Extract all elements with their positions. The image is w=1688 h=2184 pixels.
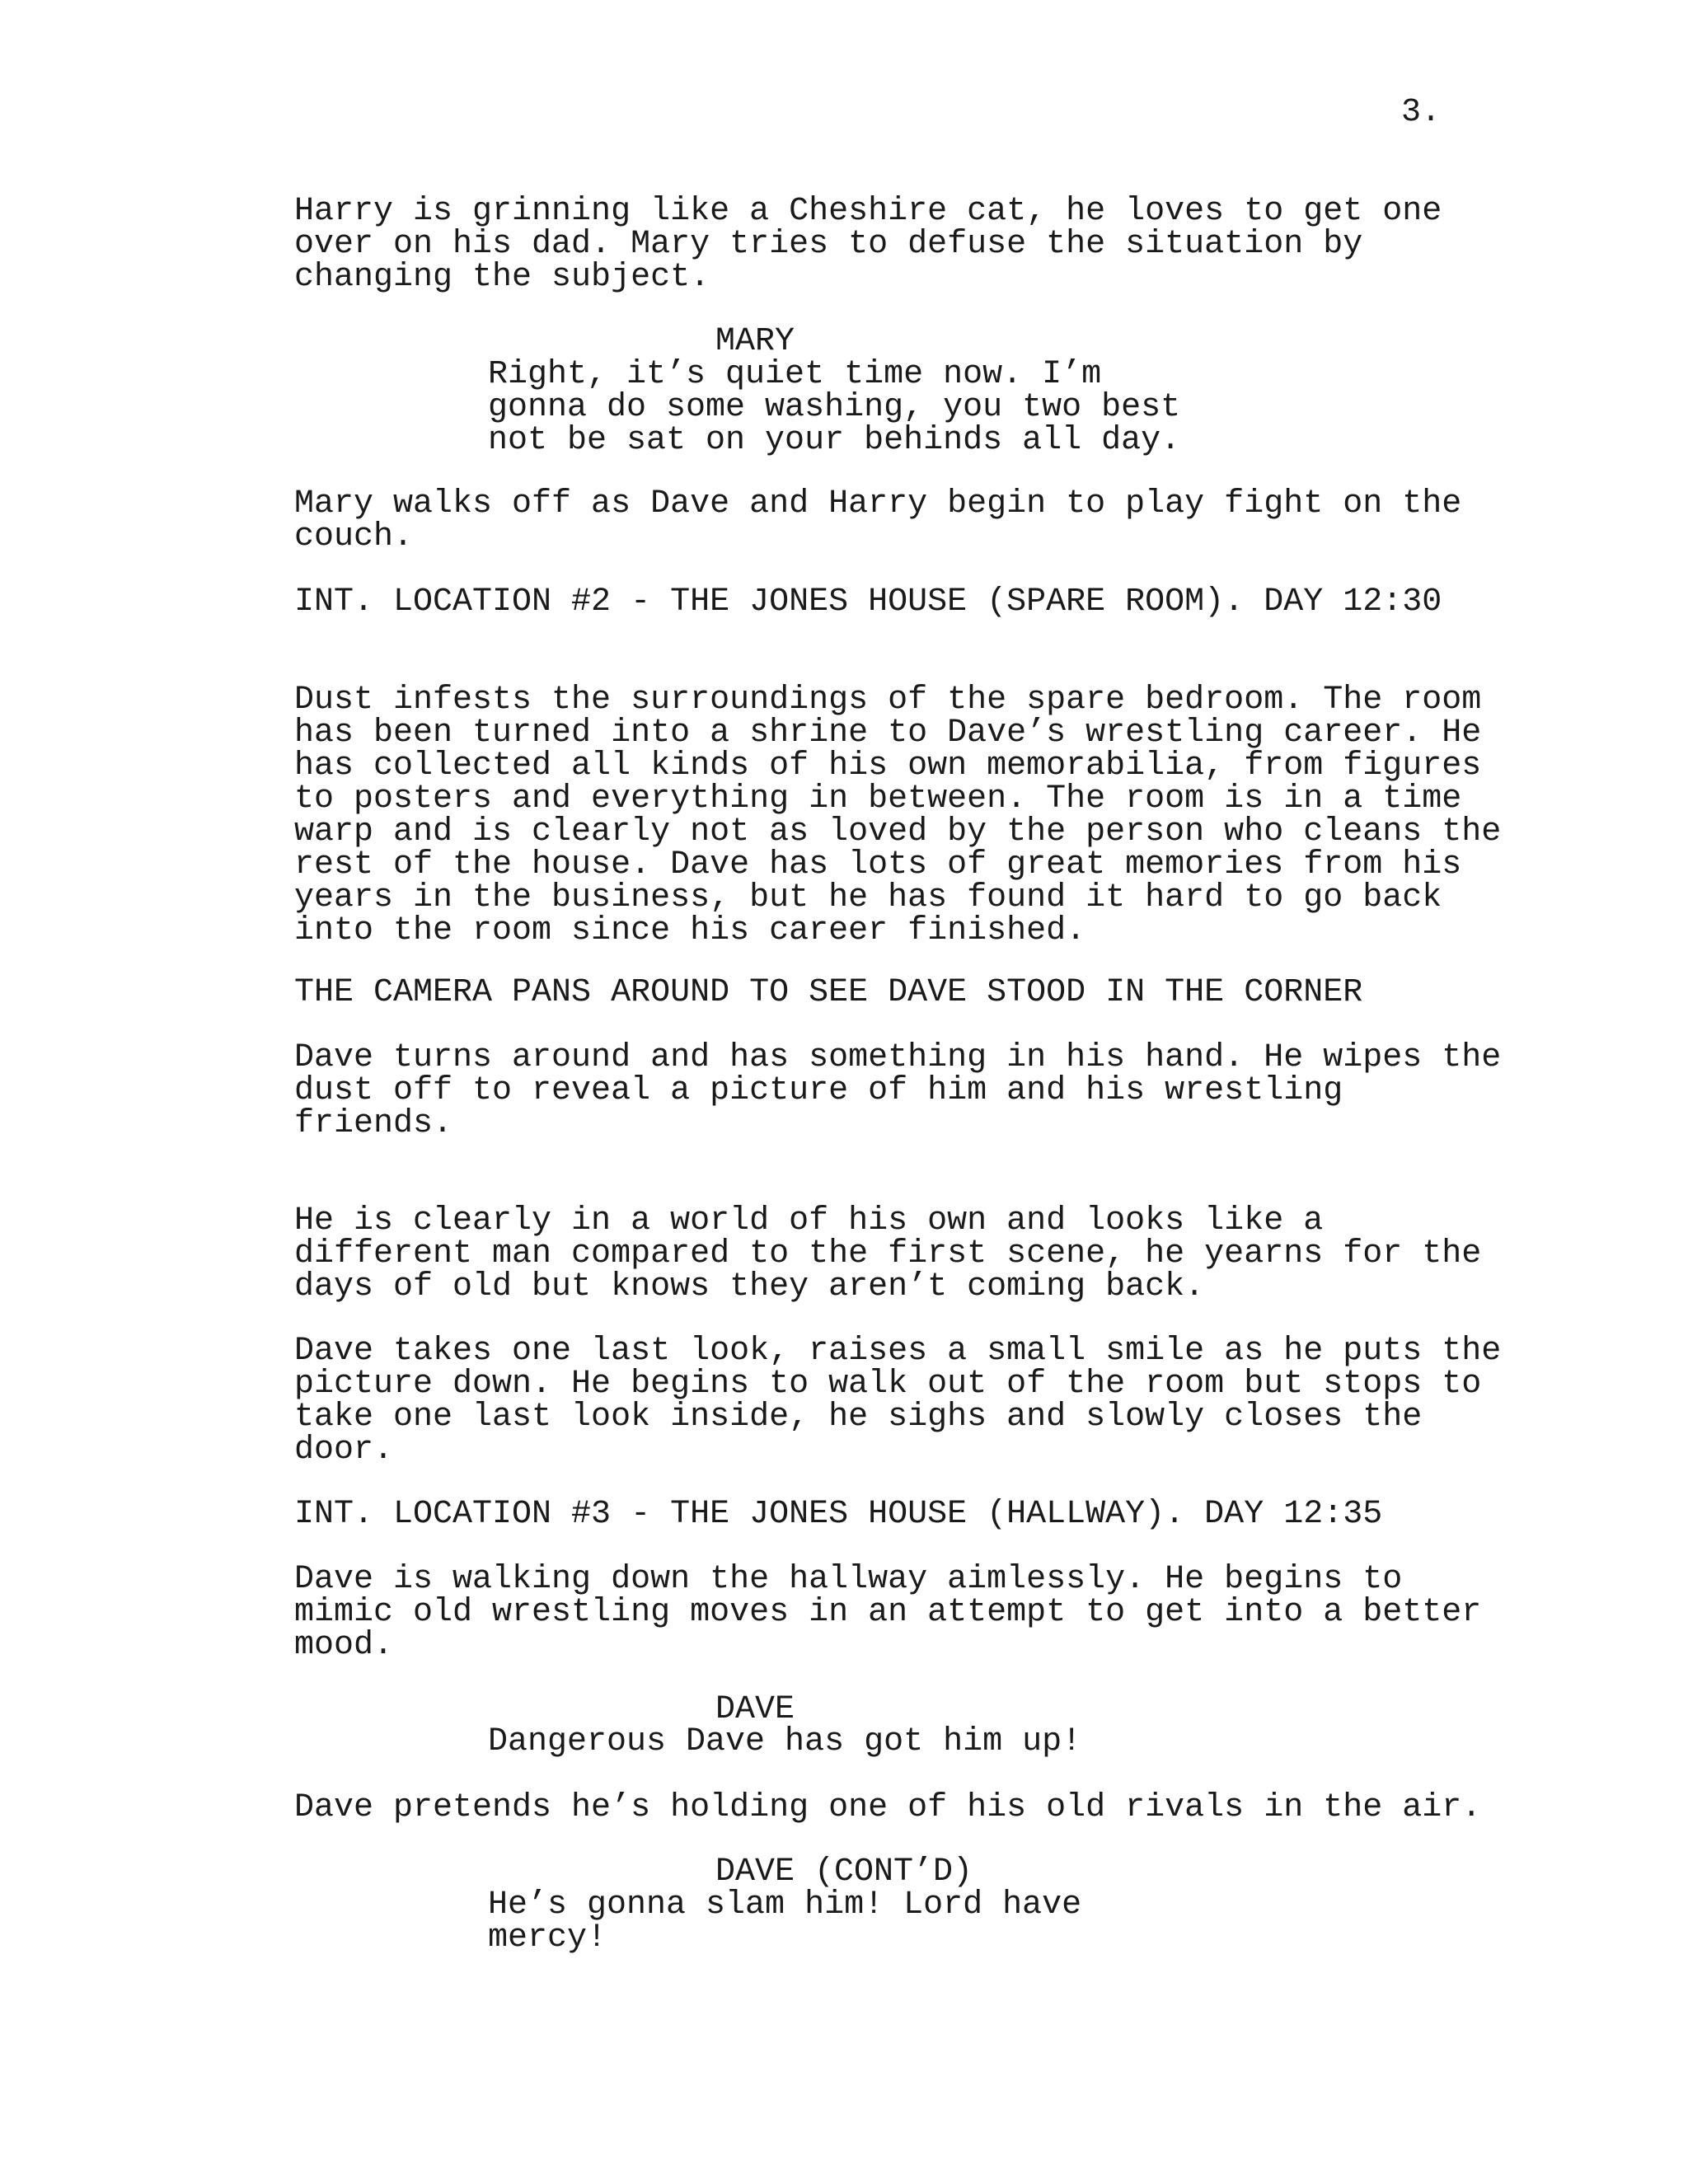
character-name: MARY	[715, 323, 795, 360]
action-paragraph: Dust infests the surroundings of the spare bedroom. The room has been turned into a shrine to Dave’s wrestling career. He has collected all kinds of his own memorabilia, from figures to posters and everything in between. The room is in a time warp and is clearly not as loved by the person who cleans the rest of the house. Dave has lots of great memories from his years in the business, but he has found it hard to go back into the room since his career finished.	[294, 682, 1502, 949]
page-number: 3.	[1401, 94, 1442, 131]
action-paragraph: Dave is walking down the hallway aimlessly. He begins to mimic old wrestling moves in an attempt to get into a better mood.	[294, 1561, 1482, 1664]
dialogue-text: Dangerous Dave has got him up!	[488, 1723, 1082, 1760]
character-name: DAVE	[715, 1691, 795, 1728]
scene-heading: INT. LOCATION #3 - THE JONES HOUSE (HALLWAY). DAY 12:35	[294, 1496, 1383, 1533]
action-paragraph: THE CAMERA PANS AROUND TO SEE DAVE STOOD IN THE CORNER	[294, 974, 1363, 1011]
dialogue-text: Right, it’s quiet time now. I’m gonna do some washing, you two best not be sat on your behinds all day.	[488, 356, 1181, 459]
scene-heading: INT. LOCATION #2 - THE JONES HOUSE (SPARE ROOM). DAY 12:30	[294, 583, 1442, 621]
action-paragraph: Harry is grinning like a Cheshire cat, he loves to get one over on his dad. Mary tries to defuse the situation by changing the subject.	[294, 193, 1442, 296]
action-paragraph: Dave pretends he’s holding one of his old rivals in the air.	[294, 1789, 1482, 1826]
character-name: DAVE (CONT’D)	[715, 1854, 973, 1891]
dialogue-text: He’s gonna slam him! Lord have mercy!	[488, 1886, 1082, 1957]
action-paragraph: He is clearly in a world of his own and looks like a different man compared to the first scene, he yearns for the days of old but knows they aren’t coming back.	[294, 1202, 1482, 1305]
action-paragraph: Dave turns around and has something in his hand. He wipes the dust off to reveal a picture of him and his wrestling friends.	[294, 1039, 1502, 1142]
action-paragraph: Dave takes one last look, raises a small smile as he puts the picture down. He begins to walk out of the room but stops to take one last look inside, he sighs and slowly closes the door.	[294, 1333, 1502, 1469]
action-paragraph: Mary walks off as Dave and Harry begin to play fight on the couch.	[294, 485, 1462, 555]
